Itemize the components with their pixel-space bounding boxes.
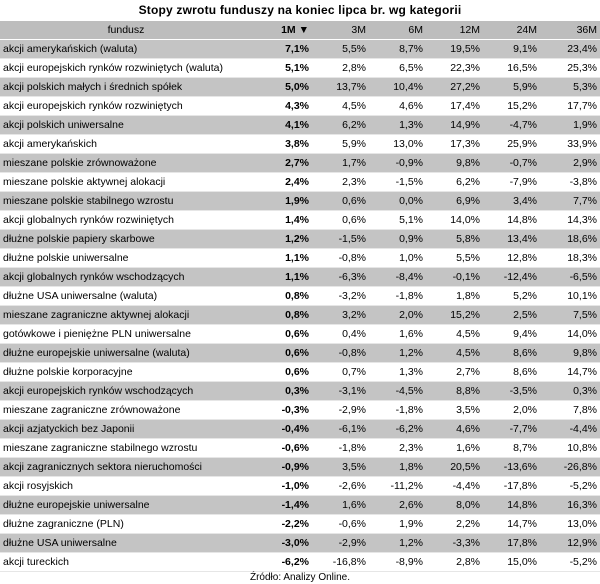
return-1m-cell: 0,8% [252,287,312,306]
return-6m-cell: -6,2% [369,420,426,439]
return-3m-cell: -2,6% [312,477,369,496]
return-3m-cell: 5,9% [312,135,369,154]
return-6m-cell: -1,8% [369,401,426,420]
return-1m-cell: 0,6% [252,325,312,344]
table-row [0,401,600,420]
return-12m-cell: -4,4% [426,477,483,496]
return-24m-cell: -17,8% [483,477,540,496]
return-12m-cell: 6,2% [426,173,483,192]
return-24m-cell: 17,8% [483,534,540,553]
return-12m-cell: 17,4% [426,97,483,116]
return-1m-cell: 5,0% [252,78,312,97]
source-note: Źródło: Analizy Online. [249,572,351,583]
return-3m-cell: 0,4% [312,325,369,344]
return-24m-cell: 3,4% [483,192,540,211]
return-36m-cell: -5,2% [540,477,600,496]
return-24m-cell: 14,7% [483,515,540,534]
return-24m-cell: -13,6% [483,458,540,477]
return-1m-cell: 4,3% [252,97,312,116]
return-3m-cell: -6,1% [312,420,369,439]
table-row [0,344,600,363]
return-12m-cell: 8,8% [426,382,483,401]
return-12m-cell: 8,0% [426,496,483,515]
return-6m-cell: 5,1% [369,211,426,230]
return-24m-cell: 12,8% [483,249,540,268]
return-36m-cell: 16,3% [540,496,600,515]
return-3m-cell: 3,5% [312,458,369,477]
return-36m-cell: 7,7% [540,192,600,211]
return-6m-cell: 6,5% [369,59,426,78]
fund-name-cell: akcji zagranicznych sektora nieruchomości [0,458,252,477]
return-6m-cell: -11,2% [369,477,426,496]
return-36m-cell: 5,3% [540,78,600,97]
return-12m-cell: 1,8% [426,287,483,306]
return-12m-cell: 4,5% [426,325,483,344]
fund-name-cell: akcji amerykańskich (waluta) [0,40,252,59]
fund-name-cell: mieszane zagraniczne aktywnej alokacji [0,306,252,325]
return-3m-cell: 1,6% [312,496,369,515]
return-6m-cell: 1,3% [369,116,426,135]
return-36m-cell: -4,4% [540,420,600,439]
table-row [0,78,600,97]
table-row [0,287,600,306]
table-title: Stopy zwrotu funduszy na koniec lipca br. wg kategorii [138,3,462,17]
fund-returns-table [0,20,600,572]
table-row [0,439,600,458]
fund-name-cell: akcji europejskich rynków rozwiniętych [0,97,252,116]
return-1m-cell: -1,4% [252,496,312,515]
return-36m-cell: 2,9% [540,154,600,173]
return-3m-cell: -6,3% [312,268,369,287]
return-24m-cell: 9,1% [483,40,540,59]
table-row [0,515,600,534]
return-24m-cell: 9,4% [483,325,540,344]
return-36m-cell: 17,7% [540,97,600,116]
return-24m-cell: 2,5% [483,306,540,325]
fund-name-cell: akcji tureckich [0,553,252,572]
return-24m-cell: 8,7% [483,439,540,458]
return-6m-cell: 2,0% [369,306,426,325]
fund-name-cell: akcji amerykańskich [0,135,252,154]
table-row [0,325,600,344]
return-36m-cell: 14,3% [540,211,600,230]
return-12m-cell: 5,5% [426,249,483,268]
return-36m-cell: 14,0% [540,325,600,344]
return-36m-cell: 33,9% [540,135,600,154]
return-24m-cell: 14,8% [483,496,540,515]
return-1m-cell: 2,4% [252,173,312,192]
fund-name-cell: dłużne USA uniwersalne (waluta) [0,287,252,306]
return-6m-cell: 2,3% [369,439,426,458]
table-body [0,40,600,572]
return-3m-cell: -16,8% [312,553,369,572]
return-3m-cell: -1,5% [312,230,369,249]
return-24m-cell: 8,6% [483,344,540,363]
return-36m-cell: 9,8% [540,344,600,363]
return-1m-cell: 2,7% [252,154,312,173]
return-1m-cell: -3,0% [252,534,312,553]
return-36m-cell: 0,3% [540,382,600,401]
return-3m-cell: 0,6% [312,192,369,211]
column-header-fund[interactable]: fundusz [0,21,252,40]
return-24m-cell: -3,5% [483,382,540,401]
column-header-24m[interactable]: 24M [483,21,540,40]
fund-name-cell: mieszane polskie stabilnego wzrostu [0,192,252,211]
fund-name-cell: akcji globalnych rynków wschodzących [0,268,252,287]
return-24m-cell: 2,0% [483,401,540,420]
return-3m-cell: 3,2% [312,306,369,325]
return-3m-cell: -2,9% [312,401,369,420]
table-row [0,477,600,496]
table-row [0,249,600,268]
fund-name-cell: akcji europejskich rynków wschodzących [0,382,252,401]
return-6m-cell: 0,0% [369,192,426,211]
return-1m-cell: 3,8% [252,135,312,154]
fund-name-cell: mieszane zagraniczne zrównoważone [0,401,252,420]
fund-name-cell: akcji azjatyckich bez Japonii [0,420,252,439]
fund-name-cell: dłużne europejskie uniwersalne (waluta) [0,344,252,363]
table-row [0,135,600,154]
return-6m-cell: -4,5% [369,382,426,401]
header-row [0,21,600,40]
return-12m-cell: 4,5% [426,344,483,363]
return-36m-cell: 25,3% [540,59,600,78]
return-1m-cell: 0,8% [252,306,312,325]
return-36m-cell: 18,6% [540,230,600,249]
table-row [0,211,600,230]
return-6m-cell: 8,7% [369,40,426,59]
return-3m-cell: 4,5% [312,97,369,116]
fund-name-cell: akcji europejskich rynków rozwiniętych (waluta) [0,59,252,78]
return-36m-cell: 10,8% [540,439,600,458]
fund-name-cell: dłużne europejskie uniwersalne [0,496,252,515]
return-3m-cell: 0,6% [312,211,369,230]
table-row [0,458,600,477]
return-12m-cell: 2,2% [426,515,483,534]
return-1m-cell: 5,1% [252,59,312,78]
return-6m-cell: -0,9% [369,154,426,173]
return-6m-cell: 0,9% [369,230,426,249]
return-36m-cell: -5,2% [540,553,600,572]
fund-name-cell: akcji globalnych rynków rozwiniętych [0,211,252,230]
return-24m-cell: -4,7% [483,116,540,135]
return-3m-cell: -1,8% [312,439,369,458]
return-3m-cell: -3,2% [312,287,369,306]
fund-name-cell: mieszane polskie zrównoważone [0,154,252,173]
return-6m-cell: 1,3% [369,363,426,382]
table-row [0,363,600,382]
return-3m-cell: -0,8% [312,249,369,268]
table-row [0,382,600,401]
return-36m-cell: -6,5% [540,268,600,287]
column-header-3m[interactable]: 3M [312,21,369,40]
return-1m-cell: -0,6% [252,439,312,458]
return-3m-cell: -3,1% [312,382,369,401]
column-header-1m[interactable]: 1M ▼ [252,21,312,40]
return-3m-cell: 13,7% [312,78,369,97]
return-24m-cell: 15,0% [483,553,540,572]
return-1m-cell: 7,1% [252,40,312,59]
return-6m-cell: 1,9% [369,515,426,534]
fund-name-cell: dłużne zagraniczne (PLN) [0,515,252,534]
return-6m-cell: -1,8% [369,287,426,306]
return-1m-cell: -6,2% [252,553,312,572]
return-6m-cell: -8,4% [369,268,426,287]
table-row [0,230,600,249]
return-1m-cell: -0,3% [252,401,312,420]
fund-name-cell: dłużne polskie uniwersalne [0,249,252,268]
return-36m-cell: -3,8% [540,173,600,192]
return-36m-cell: 1,9% [540,116,600,135]
return-3m-cell: 5,5% [312,40,369,59]
return-6m-cell: 1,2% [369,534,426,553]
fund-name-cell: gotówkowe i pieniężne PLN uniwersalne [0,325,252,344]
return-12m-cell: 20,5% [426,458,483,477]
return-12m-cell: 3,5% [426,401,483,420]
return-3m-cell: 2,8% [312,59,369,78]
table-row [0,59,600,78]
return-24m-cell: 5,9% [483,78,540,97]
return-3m-cell: 2,3% [312,173,369,192]
table-row [0,534,600,553]
fund-name-cell: dłużne polskie korporacyjne [0,363,252,382]
column-header-6m[interactable]: 6M [369,21,426,40]
return-36m-cell: 12,9% [540,534,600,553]
table-row [0,420,600,439]
return-1m-cell: -0,4% [252,420,312,439]
fund-name-cell: dłużne polskie papiery skarbowe [0,230,252,249]
return-12m-cell: 4,6% [426,420,483,439]
return-1m-cell: -2,2% [252,515,312,534]
return-24m-cell: -7,7% [483,420,540,439]
return-36m-cell: 18,3% [540,249,600,268]
return-24m-cell: -0,7% [483,154,540,173]
table-row [0,173,600,192]
return-1m-cell: 0,6% [252,363,312,382]
return-1m-cell: 1,2% [252,230,312,249]
return-12m-cell: 2,8% [426,553,483,572]
return-24m-cell: 25,9% [483,135,540,154]
table-row [0,116,600,135]
return-1m-cell: 0,3% [252,382,312,401]
fund-name-cell: dłużne USA uniwersalne [0,534,252,553]
return-24m-cell: 13,4% [483,230,540,249]
table-row [0,97,600,116]
return-12m-cell: 27,2% [426,78,483,97]
table-row [0,268,600,287]
return-3m-cell: -2,9% [312,534,369,553]
table-row [0,306,600,325]
table-row [0,40,600,59]
return-3m-cell: -0,8% [312,344,369,363]
return-1m-cell: 1,1% [252,249,312,268]
return-12m-cell: 17,3% [426,135,483,154]
return-36m-cell: 7,8% [540,401,600,420]
return-24m-cell: -12,4% [483,268,540,287]
fund-name-cell: mieszane zagraniczne stabilnego wzrostu [0,439,252,458]
return-6m-cell: 1,0% [369,249,426,268]
return-3m-cell: 1,7% [312,154,369,173]
column-header-36m[interactable]: 36M [540,21,600,40]
return-12m-cell: 9,8% [426,154,483,173]
return-1m-cell: 1,1% [252,268,312,287]
return-36m-cell: 10,1% [540,287,600,306]
return-1m-cell: 1,4% [252,211,312,230]
return-36m-cell: 13,0% [540,515,600,534]
return-12m-cell: -0,1% [426,268,483,287]
return-6m-cell: 10,4% [369,78,426,97]
return-12m-cell: 14,9% [426,116,483,135]
return-12m-cell: 19,5% [426,40,483,59]
fund-name-cell: akcji polskich uniwersalne [0,116,252,135]
return-6m-cell: -1,5% [369,173,426,192]
return-12m-cell: -3,3% [426,534,483,553]
return-12m-cell: 2,7% [426,363,483,382]
fund-name-cell: akcji polskich małych i średnich spółek [0,78,252,97]
return-36m-cell: 7,5% [540,306,600,325]
return-6m-cell: 1,2% [369,344,426,363]
return-3m-cell: 6,2% [312,116,369,135]
return-12m-cell: 5,8% [426,230,483,249]
return-3m-cell: 0,7% [312,363,369,382]
return-24m-cell: 8,6% [483,363,540,382]
fund-name-cell: mieszane polskie aktywnej alokacji [0,173,252,192]
return-24m-cell: -7,9% [483,173,540,192]
table-row [0,496,600,515]
return-12m-cell: 6,9% [426,192,483,211]
return-12m-cell: 1,6% [426,439,483,458]
return-1m-cell: 0,6% [252,344,312,363]
return-6m-cell: 1,8% [369,458,426,477]
column-header-12m[interactable]: 12M [426,21,483,40]
return-24m-cell: 5,2% [483,287,540,306]
table-row [0,154,600,173]
return-1m-cell: 4,1% [252,116,312,135]
return-24m-cell: 14,8% [483,211,540,230]
return-12m-cell: 14,0% [426,211,483,230]
return-24m-cell: 15,2% [483,97,540,116]
return-6m-cell: 2,6% [369,496,426,515]
return-6m-cell: -8,9% [369,553,426,572]
return-1m-cell: -1,0% [252,477,312,496]
return-1m-cell: -0,9% [252,458,312,477]
return-36m-cell: -26,8% [540,458,600,477]
return-6m-cell: 4,6% [369,97,426,116]
return-6m-cell: 1,6% [369,325,426,344]
return-12m-cell: 15,2% [426,306,483,325]
return-24m-cell: 16,5% [483,59,540,78]
return-3m-cell: -0,6% [312,515,369,534]
table-row [0,553,600,572]
table-row [0,192,600,211]
fund-name-cell: akcji rosyjskich [0,477,252,496]
return-6m-cell: 13,0% [369,135,426,154]
return-36m-cell: 23,4% [540,40,600,59]
return-12m-cell: 22,3% [426,59,483,78]
return-1m-cell: 1,9% [252,192,312,211]
return-36m-cell: 14,7% [540,363,600,382]
